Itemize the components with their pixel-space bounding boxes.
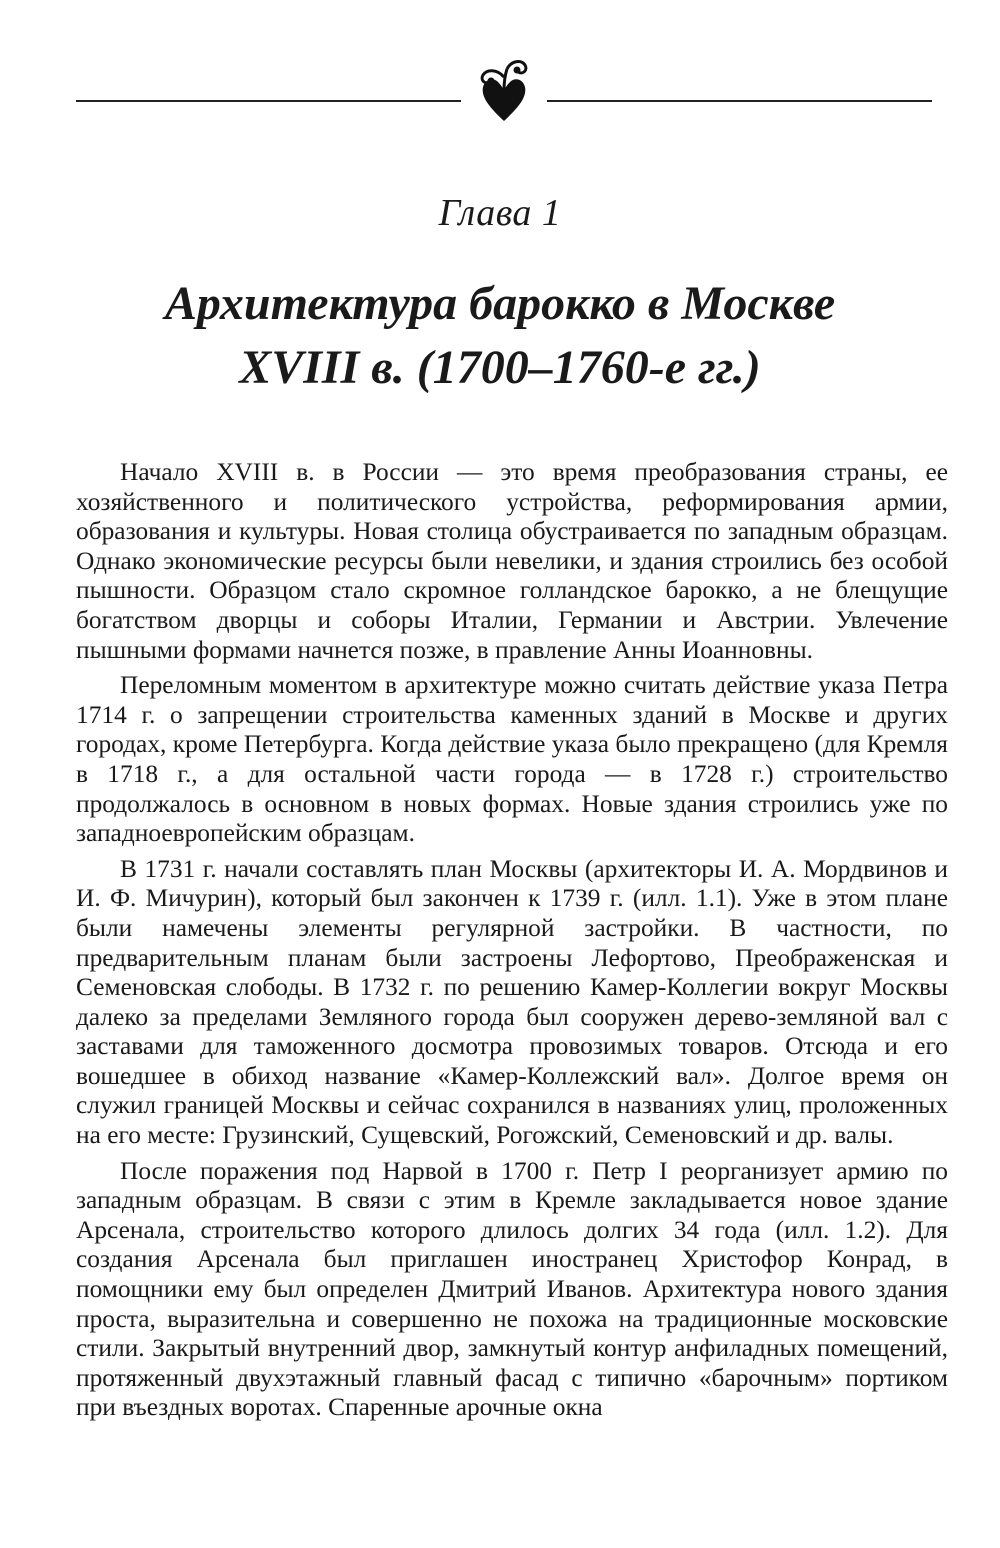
right-rule bbox=[547, 100, 932, 102]
paragraph-1: Начало XVIII в. в России — это время преобразования страны, ее хозяйственного и политического устройства, реформирования армии, образования и культуры. Новая столица обустраивается по западным образцам. Однако экономические ресурсы были невелики, и здания строились без особой пышности. Образцом стало скромное голландское барокко, а не блещущие богатством дворцы и соборы Италии, Германии и Австрии. Увлечение пышными формами начнется позже, в правление Анны Иоанновны. bbox=[76, 458, 948, 664]
fleuron-ornament-icon bbox=[471, 55, 537, 125]
chapter-label: Глава 1 bbox=[438, 192, 562, 234]
chapter-title bbox=[60, 272, 940, 400]
chapter-title-line-1: Архитектура барокко в Москве bbox=[164, 277, 836, 330]
paragraph-4: После поражения под Нарвой в 1700 г. Петр I реорганизует армию по западным образцам. В связи с этим в Кремле закладывается новое здание Арсенала, строительство которого длилось долгих 34 года (илл. 1.2). Для создания Арсенала был приглашен иностранец Христофор Конрад, в помощники ему был определен Дмитрий Иванов. Архитектура нового здания проста, выразительна и совершенно не похожа на традиционные московские стили. Закрытый внутренний двор, замкнутый контур анфиладных помещений, протяженный двухэтажный главный фасад с типично «барочным» портиком при въездных воротах. Спаренные арочные окна bbox=[76, 1156, 948, 1422]
paragraph-2: Переломным моментом в архитектуре можно считать действие указа Петра 1714 г. о запрещении строительства каменных зданий в Москве и других городах, кроме Петербурга. Когда действие указа было прекращено (для Кремля в 1718 г., а для остальной части города — в 1728 г.) строительство продолжалось в основном в новых формах. Новые здания строились уже по западноевропейским образцам. bbox=[76, 671, 948, 848]
body-text bbox=[76, 458, 948, 1429]
left-rule bbox=[76, 100, 461, 102]
header-ornament bbox=[76, 55, 932, 125]
chapter-title-line-2: XVIII в. (1700–1760-е гг.) bbox=[239, 341, 761, 394]
paragraph-3: В 1731 г. начали составлять план Москвы (архитекторы И. А. Мордвинов и И. Ф. Мичурин), который был закончен к 1739 г. (илл. 1.1). Уже в этом плане были намечены элементы регулярной застройки. В частности, по предварительным планам были застроены Лефортово, Преображенская и Семеновская слободы. В 1732 г. по решению Камер-Коллегии вокруг Москвы далеко за пределами Земляного города был сооружен дерево-земляной вал с заставами для таможенного досмотра провозимых товаров. Отсюда и его вошедшее в обиход название «Камер-Коллежский вал». Долгое время он служил границей Москвы и сейчас сохранился в названиях улиц, проложенных на его месте: Грузинский, Сущевский, Рогожский, Семеновский и др. валы. bbox=[76, 854, 948, 1150]
